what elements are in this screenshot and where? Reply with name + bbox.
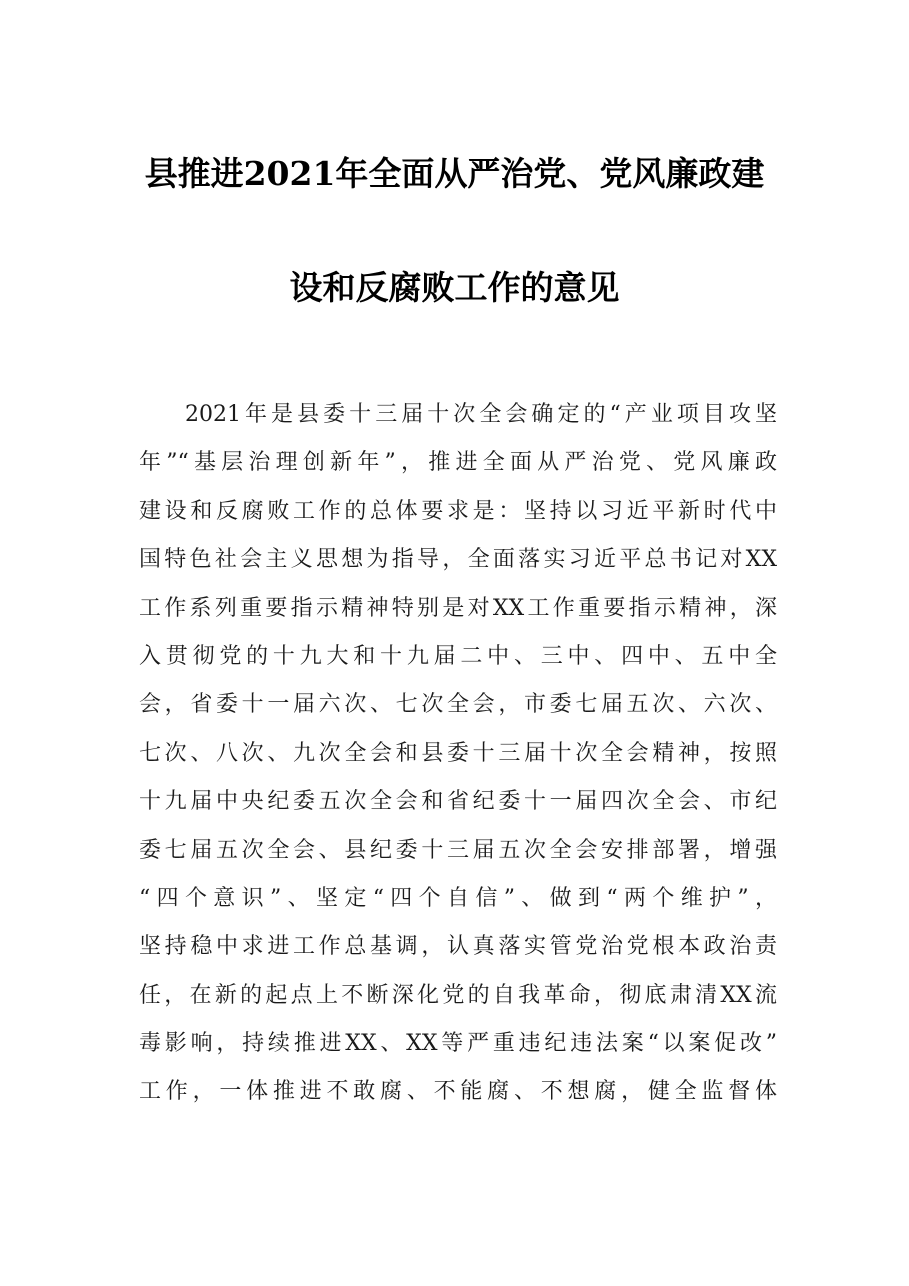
body-line-1: 2021年是县委十三届十次全会确定的“产业项目攻坚	[185, 402, 777, 427]
body-paragraph	[139, 400, 777, 1126]
body-line-14: 毒影响，持续推进XX、XX等严重违纪违法案“以案促改”	[139, 1031, 777, 1057]
body-line-3: 建设和反腐败工作的总体要求是：坚持以习近平新时代中	[139, 498, 777, 524]
body-line-13: 任，在新的起点上不断深化党的自我革命，彻底肃清XX流	[139, 982, 777, 1008]
body-line-2: 年”“基层治理创新年”，推进全面从严治党、党风廉政	[139, 450, 777, 476]
body-line-9: 十九届中央纪委五次全会和省纪委十一届四次全会、市纪	[139, 789, 777, 815]
body-line-5: 工作系列重要指示精神特别是对XX工作重要指示精神，深	[139, 595, 777, 621]
body-line-10: 委七届五次全会、县纪委十三届五次全会安排部署，增强	[139, 837, 777, 863]
body-line-6: 入贯彻党的十九大和十九届二中、三中、四中、五中全	[139, 643, 777, 669]
body-line-4: 国特色社会主义思想为指导，全面落实习近平总书记对XX	[139, 547, 777, 573]
document-title-line-2: 设和反腐败工作的意见	[289, 268, 620, 307]
body-line-12: 坚持稳中求进工作总基调，认真落实管党治党根本政治责	[139, 934, 777, 960]
body-line-15: 工作，一体推进不敢腐、不能腐、不想腐，健全监督体	[139, 1079, 777, 1105]
body-line-8: 七次、八次、九次全会和县委十三届十次全会精神，按照	[139, 740, 777, 766]
document-title-line-1: 县推进2021年全面从严治党、党风廉政建	[144, 154, 765, 193]
body-line-11: “四个意识”、坚定“四个自信”、做到“两个维护”，	[139, 885, 777, 911]
body-line-7: 会，省委十一届六次、七次全会，市委七届五次、六次、	[139, 692, 777, 718]
